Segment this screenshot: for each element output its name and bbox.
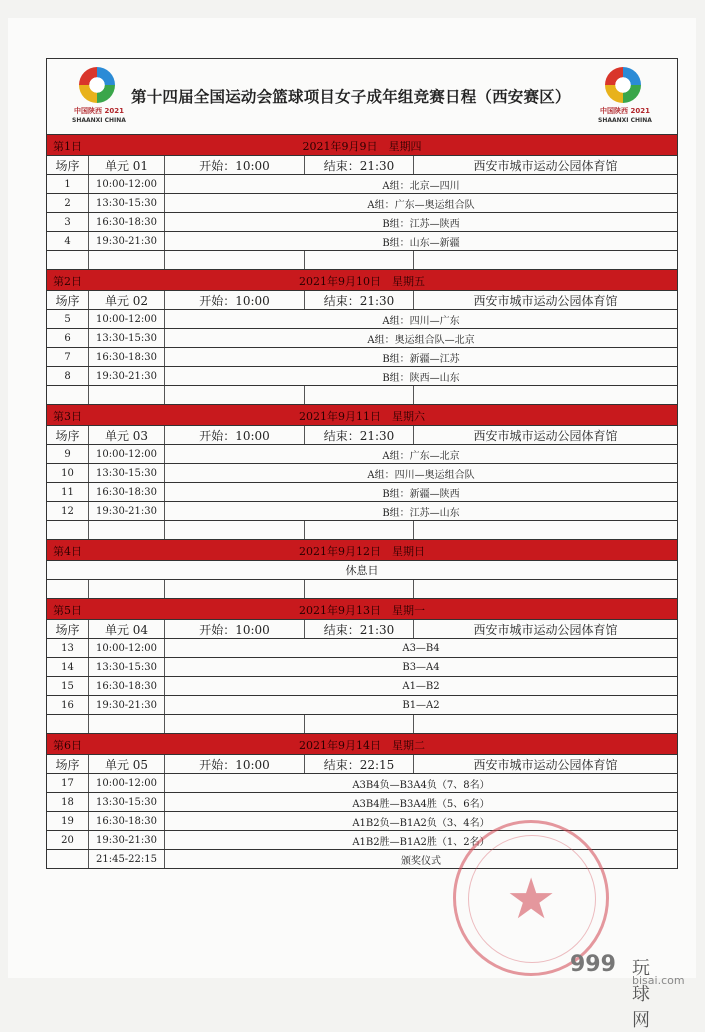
col-header-no: 场序 [47, 291, 89, 309]
session-header-row [47, 755, 677, 774]
game-time: 13:30-15:30 [89, 658, 165, 676]
session-venue: 西安市城市运动公园体育馆 [473, 428, 618, 443]
game-match: B组：江苏—山东 [382, 507, 460, 519]
game-time: 19:30-21:30 [89, 367, 165, 385]
game-time: 16:30-18:30 [89, 677, 165, 695]
table-row [47, 483, 677, 502]
session-end: 结束：21:30 [305, 620, 414, 638]
watermark-number: 999 [570, 952, 616, 977]
table-row [47, 232, 677, 251]
empty-cell [89, 386, 165, 404]
game-match: A组：四川—奥运组合队 [367, 469, 475, 481]
game-number: 5 [47, 310, 89, 328]
day-label: 第1日 [53, 140, 82, 153]
empty-cell [89, 251, 165, 269]
day-header-bar [47, 540, 677, 561]
watermark-domain: bisai.com [632, 974, 685, 987]
empty-row [47, 521, 677, 540]
game-number: 9 [47, 445, 89, 463]
session-start: 开始：10:00 [165, 620, 305, 638]
session-end: 结束：21:30 [305, 426, 414, 444]
table-row [47, 639, 677, 658]
session-start: 开始：10:00 [165, 156, 305, 174]
empty-cell [414, 251, 677, 269]
day-date: 2021年9月14日 星期二 [299, 739, 425, 752]
day-date: 2021年9月10日 星期五 [299, 275, 425, 288]
game-number: 15 [47, 677, 89, 695]
empty-cell [165, 251, 305, 269]
empty-cell [414, 580, 677, 598]
empty-cell [47, 251, 89, 269]
game-match: A1B2负—B1A2负（3、4名） [352, 817, 490, 829]
logo-line2: SHAANXI CHINA [72, 117, 126, 124]
game-time: 13:30-15:30 [89, 194, 165, 212]
game-time: 10:00-12:00 [89, 310, 165, 328]
game-match: B组：山东—新疆 [382, 237, 460, 249]
schedule-header [47, 59, 677, 135]
session-header-row [47, 426, 677, 445]
table-row [47, 774, 677, 793]
empty-cell [414, 521, 677, 539]
game-number: 8 [47, 367, 89, 385]
day-label: 第2日 [53, 275, 82, 288]
game-match: A组：广东—北京 [382, 450, 460, 462]
session-header-row [47, 291, 677, 310]
game-time: 16:30-18:30 [89, 348, 165, 366]
session-venue: 西安市城市运动公园体育馆 [473, 158, 618, 173]
game-match: B组：新疆—江苏 [382, 353, 460, 365]
game-time: 10:00-12:00 [89, 175, 165, 193]
game-time: 19:30-21:30 [89, 502, 165, 520]
table-row [47, 310, 677, 329]
game-match: B组：新疆—陕西 [382, 488, 460, 500]
day-header-bar [47, 734, 677, 755]
day-header-bar [47, 405, 677, 426]
empty-cell [89, 521, 165, 539]
games-emblem-icon [605, 67, 641, 103]
empty-cell [414, 386, 677, 404]
table-row [47, 812, 677, 831]
game-number: 10 [47, 464, 89, 482]
day-date: 2021年9月9日 星期四 [302, 140, 422, 153]
table-row [47, 213, 677, 232]
game-match: A3—B4 [402, 642, 440, 654]
game-time: 10:00-12:00 [89, 639, 165, 657]
game-number: 14 [47, 658, 89, 676]
logo-line1: 中国陕西 2021 [74, 107, 124, 115]
game-number: 11 [47, 483, 89, 501]
game-match: A3B4胜—B3A4胜（5、6名） [352, 798, 490, 810]
game-match: A1—B2 [402, 680, 440, 692]
game-number [47, 850, 89, 868]
day-header-bar [47, 270, 677, 291]
game-match: B组：陕西—山东 [382, 372, 460, 384]
empty-cell [165, 580, 305, 598]
col-header-no: 场序 [47, 755, 89, 773]
session-unit: 单元 02 [89, 291, 165, 309]
table-row [47, 175, 677, 194]
session-venue: 西安市城市运动公园体育馆 [473, 622, 618, 637]
session-start: 开始：10:00 [165, 426, 305, 444]
game-time: 13:30-15:30 [89, 793, 165, 811]
empty-cell [89, 715, 165, 733]
empty-cell [305, 715, 414, 733]
empty-cell [305, 580, 414, 598]
game-number: 4 [47, 232, 89, 250]
day-date: 2021年9月13日 星期一 [299, 604, 425, 617]
day-label: 第6日 [53, 739, 82, 752]
empty-cell [414, 715, 677, 733]
session-end: 结束：22:15 [305, 755, 414, 773]
table-row [47, 696, 677, 715]
game-time: 19:30-21:30 [89, 696, 165, 714]
logo-line1: 中国陕西 2021 [600, 107, 650, 115]
game-number: 19 [47, 812, 89, 830]
game-match: B3—A4 [402, 661, 440, 673]
schedule-table [46, 58, 678, 869]
game-number: 18 [47, 793, 89, 811]
page-title: 第十四届全国运动会篮球项目女子成年组竞赛日程（西安赛区） [131, 87, 571, 106]
game-number: 17 [47, 774, 89, 792]
empty-cell [305, 251, 414, 269]
empty-cell [47, 386, 89, 404]
empty-row [47, 715, 677, 734]
session-start: 开始：10:00 [165, 291, 305, 309]
rest-row [47, 561, 677, 580]
game-match: 颁奖仪式 [401, 855, 441, 867]
empty-row [47, 386, 677, 405]
table-row [47, 793, 677, 812]
stamp-star-icon: ★ [506, 867, 557, 932]
empty-row [47, 251, 677, 270]
game-time: 19:30-21:30 [89, 831, 165, 849]
game-match: A组：广东—奥运组合队 [367, 199, 475, 211]
day-header-bar [47, 599, 677, 620]
col-header-no: 场序 [47, 426, 89, 444]
session-end: 结束：21:30 [305, 156, 414, 174]
game-time: 16:30-18:30 [89, 213, 165, 231]
paper-page [8, 18, 696, 978]
session-header-row [47, 156, 677, 175]
empty-cell [89, 580, 165, 598]
session-venue: 西安市城市运动公园体育馆 [473, 293, 618, 308]
game-match: A组：奥运组合队—北京 [367, 334, 475, 346]
empty-row [47, 580, 677, 599]
session-unit: 单元 04 [89, 620, 165, 638]
game-time: 19:30-21:30 [89, 232, 165, 250]
rest-day-text: 休息日 [345, 564, 379, 577]
empty-cell [305, 521, 414, 539]
table-row [47, 194, 677, 213]
col-header-no: 场序 [47, 156, 89, 174]
session-venue: 西安市城市运动公园体育馆 [473, 757, 618, 772]
session-unit: 单元 01 [89, 156, 165, 174]
game-time: 16:30-18:30 [89, 483, 165, 501]
game-match: B组：江苏—陕西 [382, 218, 460, 230]
game-time: 13:30-15:30 [89, 464, 165, 482]
session-unit: 单元 05 [89, 755, 165, 773]
game-number: 2 [47, 194, 89, 212]
empty-cell [47, 580, 89, 598]
empty-cell [165, 715, 305, 733]
games-logo-left [69, 67, 129, 129]
game-time: 16:30-18:30 [89, 812, 165, 830]
session-start: 开始：10:00 [165, 755, 305, 773]
session-end: 结束：21:30 [305, 291, 414, 309]
game-time: 10:00-12:00 [89, 774, 165, 792]
game-time: 13:30-15:30 [89, 329, 165, 347]
day-date: 2021年9月11日 星期六 [299, 410, 425, 423]
game-time: 21:45-22:15 [89, 850, 165, 868]
empty-cell [47, 715, 89, 733]
empty-cell [305, 386, 414, 404]
game-number: 16 [47, 696, 89, 714]
game-number: 6 [47, 329, 89, 347]
game-number: 1 [47, 175, 89, 193]
empty-cell [165, 521, 305, 539]
game-number: 3 [47, 213, 89, 231]
table-row [47, 677, 677, 696]
day-date: 2021年9月12日 星期日 [299, 545, 425, 558]
game-match: A组：北京—四川 [382, 180, 460, 192]
session-header-row [47, 620, 677, 639]
table-row [47, 464, 677, 483]
games-emblem-icon [79, 67, 115, 103]
empty-cell [165, 386, 305, 404]
table-row [47, 367, 677, 386]
day-label: 第3日 [53, 410, 82, 423]
game-match: A组：四川—广东 [382, 315, 460, 327]
col-header-no: 场序 [47, 620, 89, 638]
day-header-bar [47, 135, 677, 156]
game-number: 12 [47, 502, 89, 520]
table-row [47, 329, 677, 348]
table-row [47, 658, 677, 677]
table-row [47, 445, 677, 464]
session-unit: 单元 03 [89, 426, 165, 444]
logo-line2: SHAANXI CHINA [598, 117, 652, 124]
game-match: B1—A2 [402, 699, 440, 711]
day-label: 第4日 [53, 545, 82, 558]
day-label: 第5日 [53, 604, 82, 617]
game-number: 20 [47, 831, 89, 849]
game-number: 13 [47, 639, 89, 657]
games-logo-right [595, 67, 655, 129]
game-number: 7 [47, 348, 89, 366]
days-container [47, 135, 677, 868]
game-match: A3B4负—B3A4负（7、8名） [352, 779, 490, 791]
game-match: A1B2胜—B1A2胜（1、2名） [352, 836, 490, 848]
table-row [47, 348, 677, 367]
table-row [47, 502, 677, 521]
game-time: 10:00-12:00 [89, 445, 165, 463]
empty-cell [47, 521, 89, 539]
watermark-site-name: 玩球网 [632, 958, 650, 1031]
